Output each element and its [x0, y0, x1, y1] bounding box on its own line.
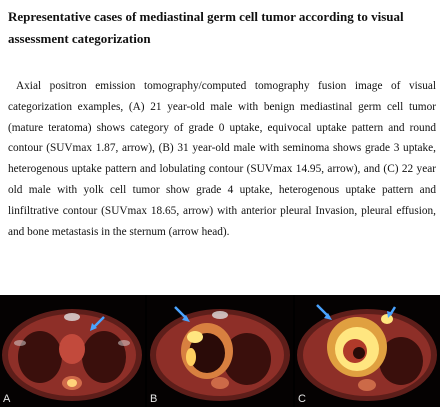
panel-label-c: C	[298, 393, 306, 405]
pet-ct-image-b	[147, 295, 293, 407]
panel-c	[295, 295, 440, 407]
panel-a	[0, 295, 145, 407]
panel-b	[147, 295, 293, 407]
panel-label-b: B	[150, 393, 158, 405]
figure-title: Representative cases of mediastinal germ cell tumor according to visual assessment categorization	[8, 9, 404, 46]
panel-label-a: A	[3, 393, 11, 405]
pet-ct-figure	[0, 295, 440, 407]
pet-ct-image-a	[0, 295, 145, 407]
figure-caption: Axial positron emission tomography/computed tomography fusion image of visual categorization examples, (A) 21 year-old male with benign mediastinal germ cell tumor (mature teratoma) shows category of grade 0 uptake, equivocal uptake pattern and round contour (SUVmax 1.87, arrow), (B) 31 year-old male with seminoma shows grade 3 uptake, heterogenous uptake pattern and lobulating contour (SUVmax 14.95, arrow), and (C) 22 year old male with yolk cell tumor show grade 4 uptake, heterogenous uptake pattern and linfiltrative contour (SUVmax 18.65, arrow) with anterior pleural Invasion, pleural effusion, and bone metastasis in the sternum (arrow head).	[8, 80, 436, 238]
pet-ct-image-c	[295, 295, 440, 407]
